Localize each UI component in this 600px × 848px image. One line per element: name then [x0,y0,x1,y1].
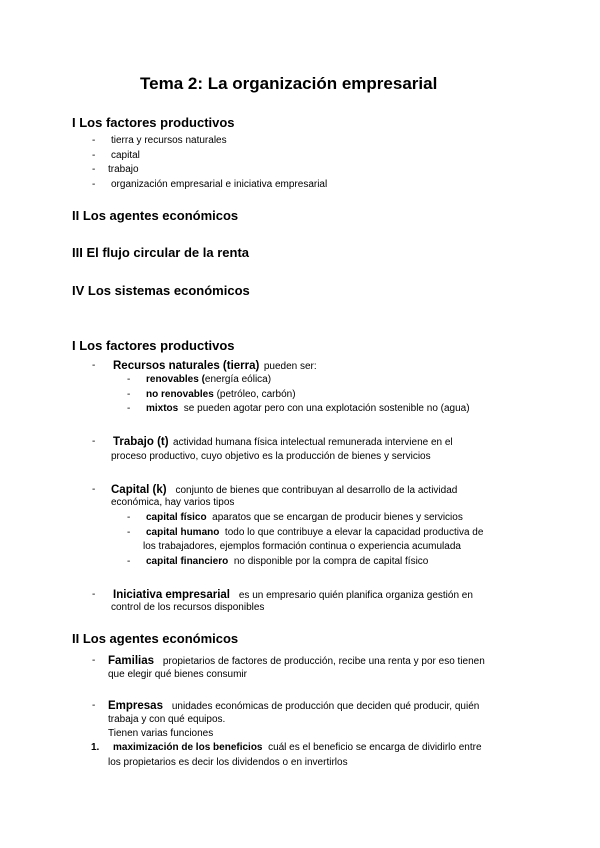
empresas-line3: Tienen varias funciones [108,728,214,739]
sub-bullet-dash: - [127,512,131,523]
recursos-sub-item: mixtos se pueden agotar pero con una explotación sostenible no (agua) [146,403,470,414]
bullet-dash: - [92,484,96,495]
iniciativa-line2: control de los recursos disponibles [111,602,265,613]
function-item: maximización de los beneficios cuál es el beneficio se encarga de dividirlo entre [113,742,482,753]
index-heading-3: III El flujo circular de la renta [72,245,249,260]
capital-item: Capital (k) conjunto de bienes que contribuyan al desarrollo de la actividad [111,484,458,496]
bullet-dash: - [92,589,96,600]
sub-bullet-dash: - [127,527,131,538]
empresas-line2: trabaja y con qué equipos. [108,714,226,725]
index-heading-4: IV Los sistemas económicos [72,283,250,298]
capital-sub-item-cont: los trabajadores, ejemplos formación continua o experiencia acumulada [143,541,461,552]
bullet-dash: - [92,436,96,447]
capital-sub-item: capital físico aparatos que se encargan de producir bienes y servicios [146,512,463,523]
bullet-dash: - [92,164,96,175]
sub-bullet-dash: - [127,556,131,567]
index-item: organización empresarial e iniciativa empresarial [111,179,328,190]
bullet-dash: - [92,655,96,666]
index-heading-1: I Los factores productivos [72,115,235,130]
capital-sub-item: capital financiero no disponible por la compra de capital físico [146,556,429,567]
sub-bullet-dash: - [127,403,131,414]
sub-bullet-dash: - [127,374,131,385]
bullet-dash: - [92,135,96,146]
section-heading-2: II Los agentes económicos [72,631,239,646]
empresas-item: Empresas unidades económicas de producción que deciden qué producir, quién [108,700,480,712]
iniciativa-item: Iniciativa empresarial es un empresario quién planifica organiza gestión en [113,589,473,601]
trabajo-term: Trabajo (t) [113,436,169,448]
index-item: tierra y recursos naturales [111,135,227,146]
index-item: trabajo [108,164,139,175]
recursos-text: pueden ser: [263,361,317,372]
bullet-dash: - [92,150,96,161]
recursos-sub-item: renovables (energía eólica) [146,374,272,385]
iniciativa-term: Iniciativa empresarial [113,589,230,601]
familias-term: Familias [108,655,155,667]
recursos-item [113,356,317,374]
recursos-sub-item: no renovables (petróleo, carbón) [146,389,296,400]
function-item-cont: los propietarios es decir los dividendos o en invertirlos [108,757,348,768]
capital-sub-item: capital humano todo lo que contribuye a elevar la capacidad productiva de [146,527,484,538]
bullet-dash: - [92,700,96,711]
function-number: 1. [91,742,100,753]
familias-item: Familias propietarios de factores de producción, recibe una renta y por eso tienen [108,655,485,667]
recursos-term: Recursos naturales (tierra) [113,360,260,372]
capital-term: Capital (k) [111,484,167,496]
sub-bullet-dash: - [127,389,131,400]
section-heading-1: I Los factores productivos [72,338,235,353]
empresas-term: Empresas [108,700,163,712]
index-heading-2: II Los agentes económicos [72,208,239,223]
page-title: Tema 2: La organización empresarial [140,74,438,93]
trabajo-line2: proceso productivo, cuyo objetivo es la producción de bienes y servicios [111,451,431,462]
capital-line2: económica, hay varios tipos [111,497,235,508]
trabajo-item: Trabajo (t) actividad humana física intelectual remunerada interviene en el [113,436,453,448]
familias-line2: que elegir qué bienes consumir [108,669,247,680]
bullet-dash: - [92,360,96,371]
bullet-dash: - [92,179,96,190]
index-item: capital [111,150,140,161]
